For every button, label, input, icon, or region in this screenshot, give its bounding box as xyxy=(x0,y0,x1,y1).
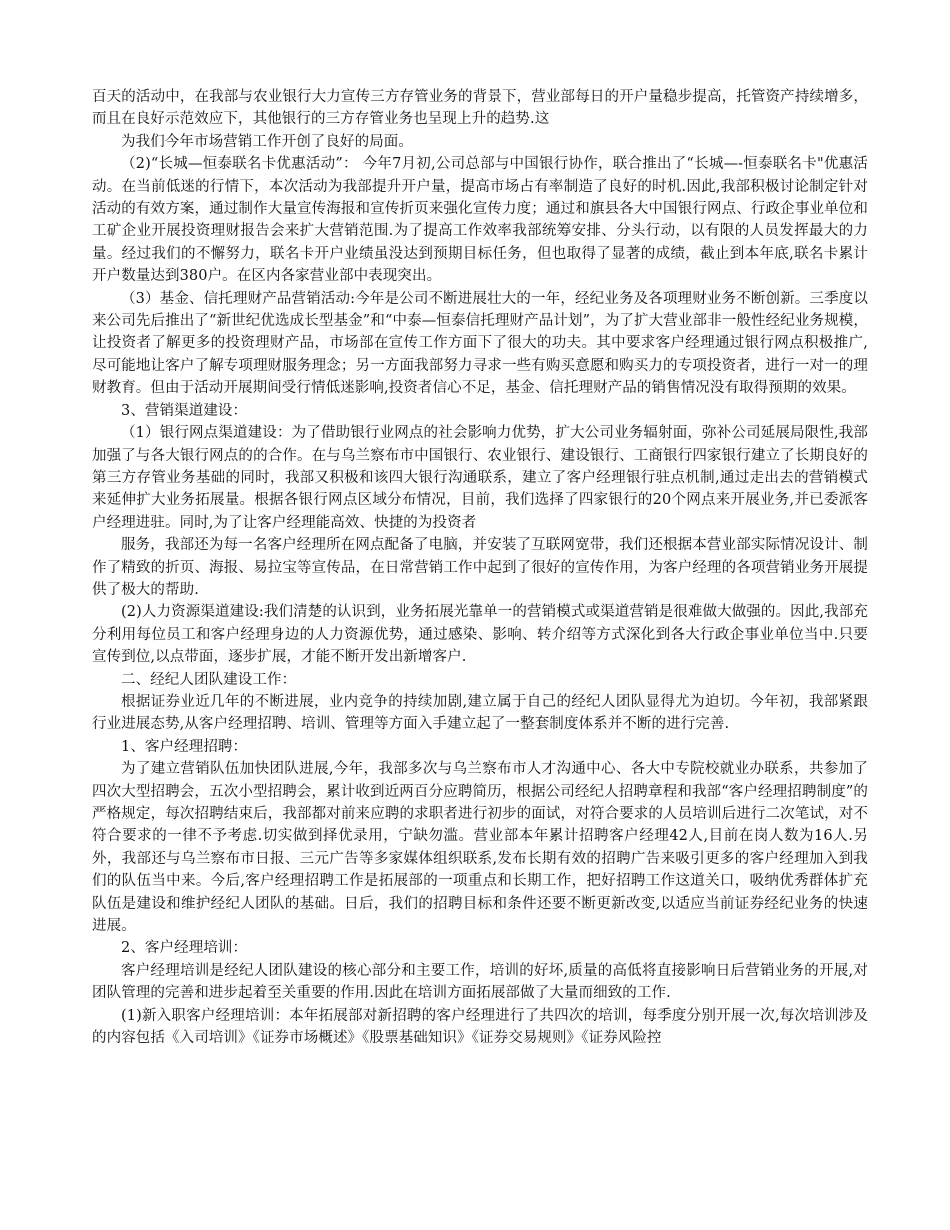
section-heading: 1、客户经理招聘： xyxy=(121,738,248,755)
paragraph: （3）基金、信托理财产品营销活动:今年是公司不断进展壮大的一年，经纪业务及各项理财业务不断创新。三季度以来公司先后推出了“新世纪优选成长型基金”和“中泰—恒泰信托理财产品计划”，为了扩大营业部非一般性经纪业务规模，让投资者了解更多的投资理财产品，市场部在宣传工作方面下了很大的功夫。其中要求客户经理通过银行网点积极推广,尽可能地让客户了解专项理财服务理念；另一方面我部努力寻求一些有购买意愿和购买力的专项投资者，进行一对一的理财教育。但由于活动开展期间受行情低迷影响,投资者信心不足，基金、信托理财产品的销售情况没有取得预期的效果。 xyxy=(92,290,868,397)
paragraph: 根据证券业近几年的不断进展，业内竞争的持续加剧,建立属于自己的经纪人团队显得尤为迫切。今年初，我部紧跟行业进展态势,从客户经理招聘、培训、管理等方面入手建立起了一整套制度体系并不断的进行完善. xyxy=(92,693,868,733)
section-heading: 3、营销渠道建设： xyxy=(121,402,248,419)
section-heading: 2、客户经理培训： xyxy=(121,940,248,957)
paragraph: （2)“长城—恒泰联名卡优惠活动”： 今年7月初,公司总部与中国银行协作，联合推出了“长城—-恒泰联名卡"优惠活动。在当前低迷的行情下，本次活动为我部提升开户量，提高市场占有率制造了良好的时机.因此,我部积极讨论制定针对活动的有效方案，通过制作大量宣传海报和宣传折页来强化宣传力度；通过和旗县各大中国银行网点、行政企事业单位和工矿企业开展投资理财报告会来扩大营销范围.为了提高工作效率我部统筹安排、分头行动，以有限的人员发挥最大的力量。经过我们的不懈努力，联名卡开户业绩虽没达到预期目标任务，但也取得了显著的成绩，截止到本年底,联名卡累计开户数量达到380户。在区内各家营业部中表现突出。 xyxy=(92,156,868,285)
document-page xyxy=(92,86,868,1049)
section-heading: 二、经纪人团队建设工作： xyxy=(121,671,297,688)
paragraph: 百天的活动中，在我部与农业银行大力宣传三方存管业务的背景下，营业部每日的开户量稳步提高，托管资产持续增多，而且在良好示范效应下，其他银行的三方存管业务也呈现上升的趋势.这 xyxy=(92,89,868,128)
paragraph: 为我们今年市场营销工作开创了良好的局面。 xyxy=(121,133,413,150)
paragraph: (1)新入职客户经理培训：本年拓展部对新招聘的客户经理进行了共四次的培训，每季度分别开展一次,每次培训涉及的内容包括《入司培训》《证券市场概述》《股票基础知识》《证券交易规则》《证券风险控 xyxy=(92,1007,868,1047)
paragraph: (2)人力资源渠道建设:我们清楚的认识到，业务拓展光靠单一的营销模式或渠道营销是很难做大做强的。因此,我部充分利用每位员工和客户经理身边的人力资源优势，通过感染、影响、转介绍等方式深化到各大行政企事业单位当中.只要宣传到位,以点带面，逐步扩展，才能不断开发出新增客户. xyxy=(92,604,868,666)
paragraph: 服务，我部还为每一名客户经理所在网点配备了电脑，并安装了互联网宽带，我们还根据本营业部实际情况设计、制作了精致的折页、海报、易拉宝等宣传品，在日常营销工作中起到了很好的宣传作用，为客户经理的各项营销业务开展提供了极大的帮助. xyxy=(92,537,868,598)
paragraph: 客户经理培训是经纪人团队建设的核心部分和主要工作，培训的好坏,质量的高低将直接影响日后营销业务的开展,对团队管理的完善和进步起着至关重要的作用.因此在培训方面拓展部做了大量而细致的工作. xyxy=(92,962,868,1002)
paragraph: 为了建立营销队伍加快团队进展,今年，我部多次与乌兰察布市人才沟通中心、各大中专院校就业办联系，共参加了四次大型招聘会，五次小型招聘会，累计收到近两百分应聘简历，根据公司经纪人招聘章程和我部“客户经理招聘制度”的严格规定，每次招聘结束后，我部都对前来应聘的求职者进行初步的面试，对符合要求的人员培训后进行二次笔试，对不符合要求的一律不予考虑.切实做到择优录用，宁缺勿滥。营业部本年累计招聘客户经理42人,目前在岗人数为16人.另外，我部还与乌兰察布市日报、三元广告等多家媒体组织联系,发布长期有效的招聘广告来吸引更多的客户经理加入到我们的队伍当中来。今后,客户经理招聘工作是拓展部的一项重点和长期工作，把好招聘工作这道关口，吸纳优秀群体扩充队伍是建设和维护经纪人团队的基础。日后，我们的招聘目标和条件还要不断更新改变,以适应当前证券经纪业务的快速进展。 xyxy=(92,761,868,935)
paragraph: （1）银行网点渠道建设：为了借助银行业网点的社会影响力优势，扩大公司业务辐射面，弥补公司延展局限性,我部加强了与各大银行网点的的合作。在与乌兰察布市中国银行、农业银行、建设银行、工商银行四家银行建立了长期良好的第三方存管业务基础的同时，我部又积极和该四大银行沟通联系，建立了客户经理银行驻点机制,通过走出去的营销模式来延伸扩大业务拓展量。根据各银行网点区域分布情况，目前，我们选择了四家银行的20个网点来开展业务,并已委派客户经理进驻。同时,为了让客户经理能高效、快捷的为投资者 xyxy=(92,425,868,531)
